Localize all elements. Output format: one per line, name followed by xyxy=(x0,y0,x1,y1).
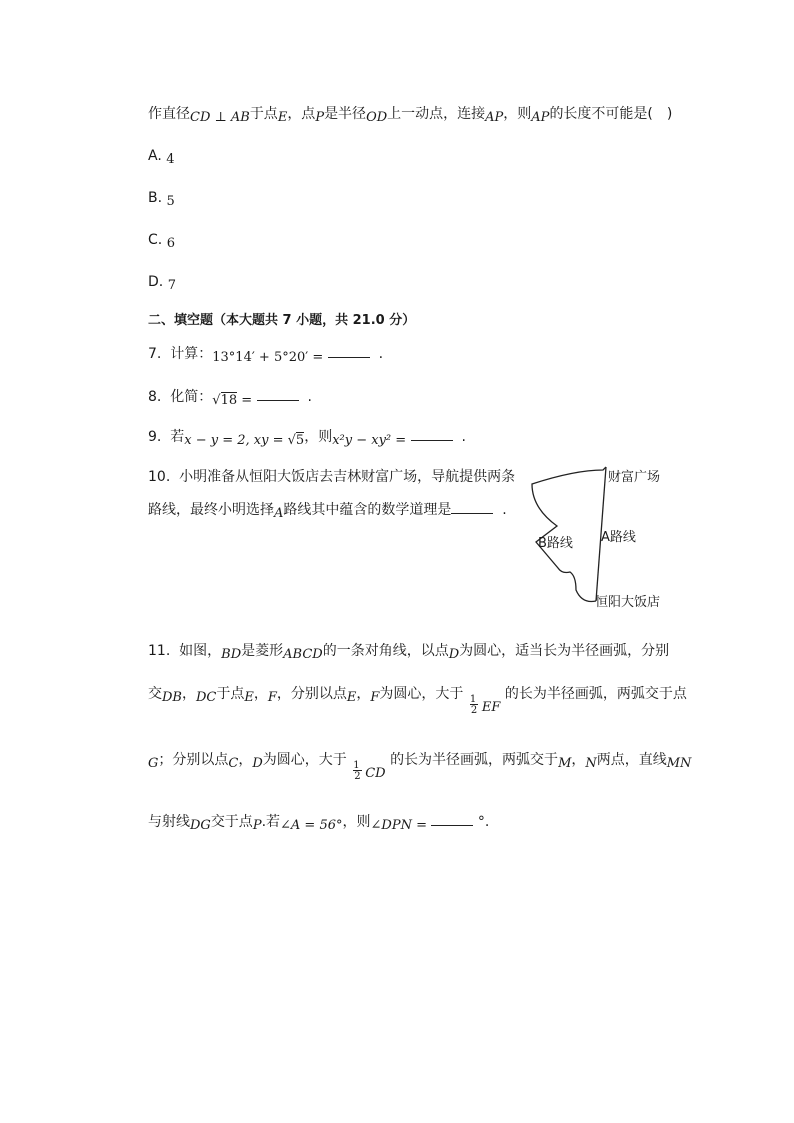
option-label: B. xyxy=(148,190,163,206)
option-label: C. xyxy=(148,232,163,248)
label-a-route: A路线 xyxy=(601,530,636,545)
math: AP xyxy=(485,110,504,125)
denominator: 2 xyxy=(354,771,361,782)
math: ∠DPN = xyxy=(370,818,427,833)
text: . xyxy=(307,389,312,405)
option-a xyxy=(148,146,175,167)
text: 两点，直线 xyxy=(596,752,667,768)
text: 化简： xyxy=(170,389,213,405)
text: .若 xyxy=(261,814,281,830)
text: 为圆心，大于 xyxy=(262,752,347,768)
question-11-line-3 xyxy=(148,750,691,784)
text: 为圆心，适当长为半径画弧，分别 xyxy=(459,643,670,659)
math: EF xyxy=(481,700,501,715)
text: 路线，最终小明选择 xyxy=(148,502,274,518)
option-value: 6 xyxy=(166,236,175,251)
option-label: A. xyxy=(148,148,162,164)
question-11-line-1 xyxy=(148,641,669,662)
question-number: 8. xyxy=(148,389,162,405)
text: 是半径 xyxy=(324,106,367,122)
text: ，分别以点 xyxy=(276,686,347,702)
math: E xyxy=(244,690,254,705)
text: ；分别以点 xyxy=(158,752,229,768)
text: 7 xyxy=(282,313,292,328)
option-b xyxy=(148,188,175,209)
question-11-line-4 xyxy=(148,812,489,833)
question-number: 11. xyxy=(148,643,171,659)
question-10-line-2 xyxy=(148,500,507,521)
math: CD xyxy=(365,766,386,781)
fraction-half xyxy=(468,684,480,718)
option-value: 7 xyxy=(167,278,176,293)
answer-blank[interactable] xyxy=(328,345,370,358)
math: N xyxy=(585,756,597,771)
text: 小题，共 xyxy=(291,313,353,328)
math: ∠A = 56° xyxy=(280,818,343,833)
route-b-path xyxy=(532,467,606,602)
text: 于点 xyxy=(249,106,278,122)
math: MN xyxy=(666,756,692,771)
math: BD xyxy=(221,647,242,662)
math: D xyxy=(252,756,263,771)
text: 计算： xyxy=(170,346,213,362)
text: ， xyxy=(356,686,371,702)
math: C xyxy=(228,756,239,771)
math: 13°14′ + 5°20′ = xyxy=(212,350,324,365)
text: 交 xyxy=(148,686,162,702)
math: CD ⊥ AB xyxy=(190,110,250,125)
question-10-line-1 xyxy=(148,467,515,487)
text: ， xyxy=(238,752,253,768)
math: DB xyxy=(162,690,182,705)
text: 的长为半径画弧，两弧交于点 xyxy=(504,686,687,702)
text: 如图， xyxy=(179,643,222,659)
label-top: 财富广场 xyxy=(608,470,661,485)
text: . xyxy=(378,346,384,362)
math: OD xyxy=(366,110,388,125)
answer-blank[interactable] xyxy=(431,813,473,826)
radicand: 18 xyxy=(220,393,238,408)
text: . xyxy=(461,429,466,445)
label-bottom: 恒阳大饭店 xyxy=(595,595,661,610)
math: x²y − xy² = xyxy=(332,433,407,448)
text: 小明准备从恒阳大饭店去吉林财富广场，导航提供两条 xyxy=(179,469,516,485)
question-number: 10. xyxy=(148,469,171,485)
text: 分） xyxy=(384,313,416,328)
text: 的长为半径画弧，两弧交于 xyxy=(390,752,559,768)
math: AP xyxy=(531,110,550,125)
text: 交于点 xyxy=(210,814,253,830)
math: P xyxy=(252,818,262,833)
text: 上一动点，连接 xyxy=(387,106,486,122)
text: 作直径 xyxy=(148,106,190,122)
text: . xyxy=(502,502,507,518)
text: 于点 xyxy=(216,686,245,702)
numerator: 1 xyxy=(353,760,360,771)
denominator: 2 xyxy=(470,705,478,716)
text: = xyxy=(237,393,253,408)
question-6-stem xyxy=(148,104,672,125)
label-b-route: B路线 xyxy=(538,536,573,551)
radicand: 5 xyxy=(295,433,305,448)
text: 与射线 xyxy=(148,814,190,830)
text: 路线其中蕴含的数学道理是 xyxy=(283,502,452,518)
text: ，点 xyxy=(287,106,316,122)
question-11-line-2 xyxy=(148,684,687,718)
option-d xyxy=(148,272,176,293)
math: D xyxy=(448,647,460,662)
math: P xyxy=(315,110,325,125)
answer-blank[interactable] xyxy=(451,501,493,514)
question-9 xyxy=(148,427,466,448)
math: F xyxy=(370,690,380,705)
math: DC xyxy=(195,690,217,705)
option-value: 4 xyxy=(166,152,175,167)
math: E xyxy=(346,690,357,705)
text: ， xyxy=(253,686,268,702)
math: F xyxy=(267,690,277,705)
sqrt: √5 xyxy=(287,433,305,448)
text: 若 xyxy=(170,429,185,445)
text: ，则 xyxy=(503,106,532,122)
math: x − y = 2, xy = xyxy=(184,433,288,448)
math: G xyxy=(148,756,159,771)
math: E xyxy=(277,110,288,125)
text: ， xyxy=(571,752,586,768)
text: 的长度不可能是( ) xyxy=(549,106,673,122)
math: A xyxy=(274,506,284,521)
text: ，则 xyxy=(342,814,371,830)
text: 二、填空题（本大题共 xyxy=(148,313,283,328)
sqrt: √18 = xyxy=(212,393,253,408)
math: ABCD xyxy=(283,647,323,662)
question-number: 7. xyxy=(148,346,162,362)
text: 为圆心，大于 xyxy=(379,686,464,702)
text: ，则 xyxy=(304,429,333,445)
option-label: D. xyxy=(148,274,164,290)
route-figure xyxy=(520,460,680,610)
text: 是菱形 xyxy=(241,643,284,659)
question-number: 9. xyxy=(148,429,162,445)
text: ， xyxy=(181,686,196,702)
math: M xyxy=(558,756,572,771)
text: 21.0 xyxy=(352,313,385,328)
math: DG xyxy=(190,818,211,833)
answer-blank[interactable] xyxy=(411,428,453,441)
option-value: 5 xyxy=(166,194,175,209)
option-c xyxy=(148,230,175,251)
question-7 xyxy=(148,344,383,365)
answer-blank[interactable] xyxy=(257,388,299,401)
text: 的一条对角线，以点 xyxy=(322,643,449,659)
text: °. xyxy=(477,814,490,830)
question-8 xyxy=(148,387,312,408)
section-heading xyxy=(148,311,415,331)
numerator: 1 xyxy=(469,694,477,705)
fraction-half xyxy=(351,750,363,784)
